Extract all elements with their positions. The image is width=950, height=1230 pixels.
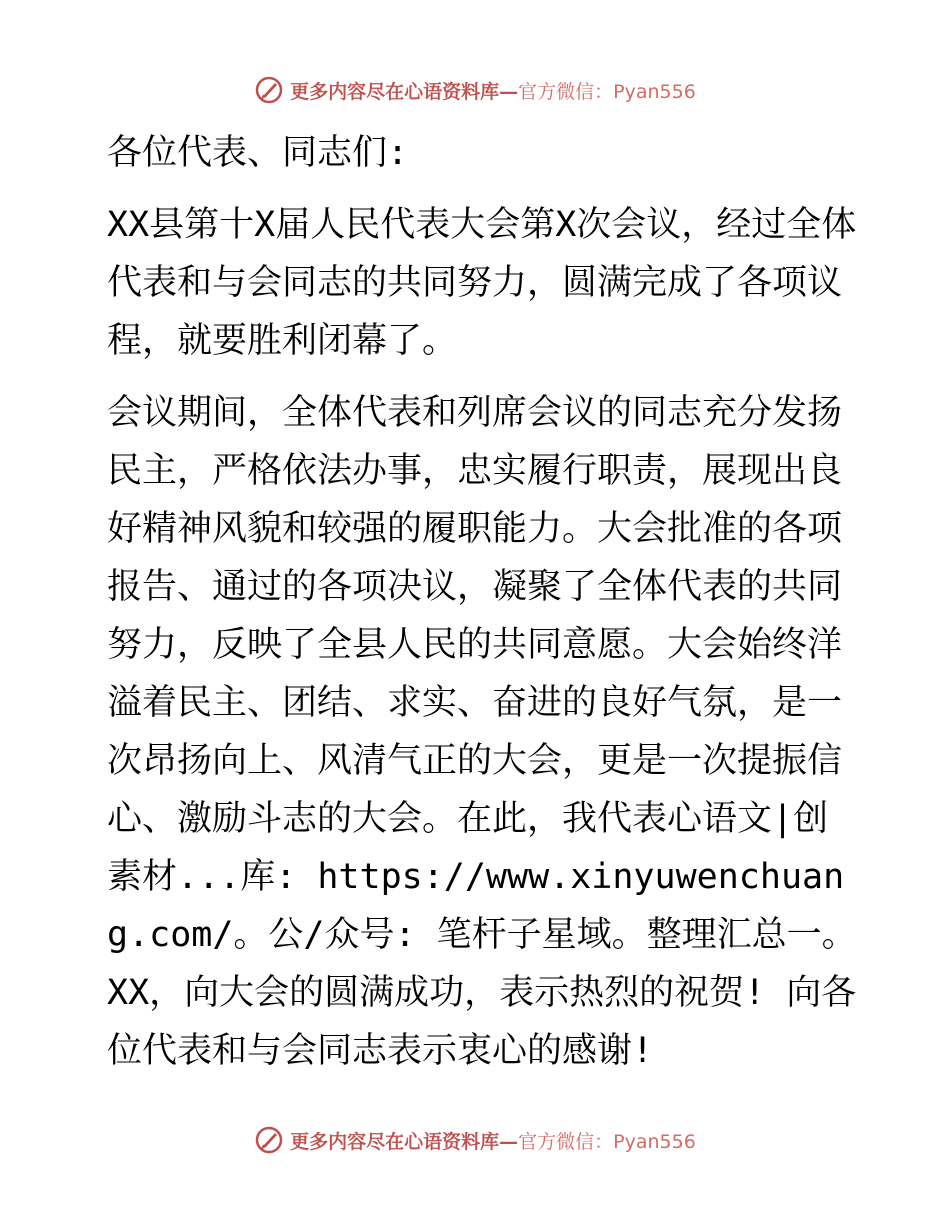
footer-watermark (0, 1120, 950, 1160)
header-watermark (0, 70, 950, 110)
quill-logo-icon (254, 75, 284, 105)
header-brand-text: 更多内容尽在心语资料库— (290, 80, 519, 103)
quill-logo-icon (254, 1125, 284, 1155)
salutation: 各位代表、同志们: (107, 133, 409, 173)
header-wechat-text: 官方微信：Pyan556 (518, 80, 696, 103)
footer-brand-text: 更多内容尽在心语资料库— (290, 1130, 519, 1153)
paragraph-1: XX县第十X届人民代表大会第X次会议，经过全体代表和与会同志的共同努力，圆满完成了各项议程，就要胜利闭幕了。 (107, 205, 857, 361)
paragraph-2: 会议期间，全体代表和列席会议的同志充分发扬民主，严格依法办事，忠实履行职责，展现出良好精神风貌和较强的履职能力。大会批准的各项报告、通过的各项决议，凝聚了全体代表的共同努力，反映了全县人民的共同意愿。大会始终洋溢着民主、团结、求实、奋进的良好气氛，是一次昂扬向上、风清气正的大会，更是一次提振信心、激励斗志的大会。在此，我代表心语文|创素材...库: https://www.xinyuwenchuang.com/。公/众号: 笔杆子星域。整理汇总一。XX，向大会的圆满成功，表示热烈的祝贺! 向各位代表和与会同志表示衷心的感谢! (107, 393, 857, 1071)
footer-wechat-text: 官方微信：Pyan556 (518, 1130, 696, 1153)
document-body (97, 124, 857, 1080)
